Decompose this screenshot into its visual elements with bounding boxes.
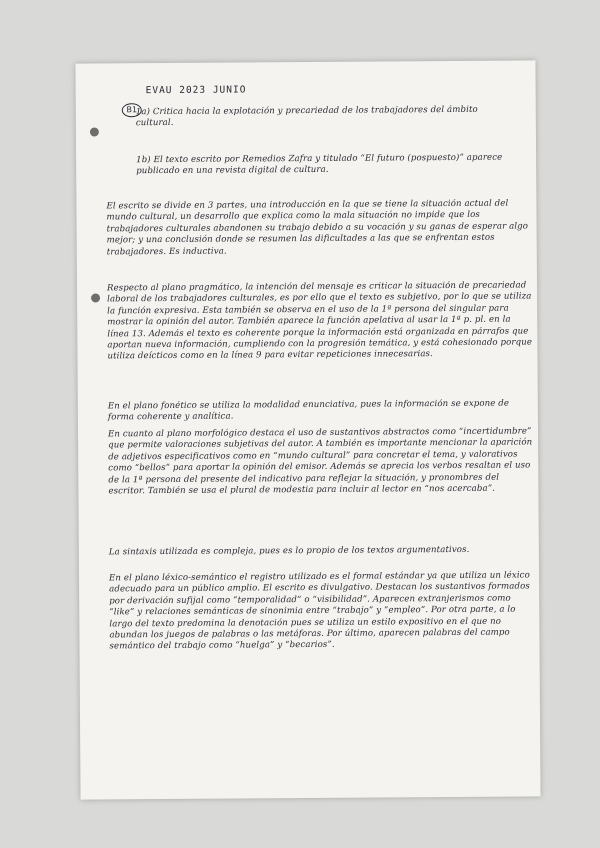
answer-1a: 1a) Critica hacia la explotación y precariedad de los trabajadores del ámbito cultural.: [135, 104, 478, 129]
pragmatic-paragraph: Respecto al plano pragmático, la intención del mensaje es criticar la situación de precariedad laboral de los trabajadores culturales, es por ello que el texto es subjetivo, por lo que se utiliza la función expresiva. Esta también se observa en el uso de la 1ª persona del singular para mostrar la opinión del autor. También aparece la función apelativa al usar la 1ª p. pl. en la línea 13. Además el texto es coherente porque la información está organizada en párrafos que aportan nueva información, cumpliendo con la progresión temática, y está cohesionado porque utiliza deícticos como en la línea 9 para evitar repeticiones innecesarias.: [106, 280, 533, 362]
punch-hole: [90, 127, 99, 136]
exam-header: EVAU 2023 JUNIO: [145, 84, 247, 97]
structure-paragraph: El escrito se divide en 3 partes, una introducción en la que se tiene la situación actual del mundo cultural, un desarrollo que explica como la mala situación no impide que los trabajadores culturales abandonen su trabajo debido a su vocación y su ganas de esperar algo mejor; y una conclusión donde se resumen las dificultades a las que se enfrentan estos trabajadores. Es inductiva.: [106, 198, 529, 258]
exam-sheet: [75, 60, 540, 799]
phonetic-paragraph: En el plano fonético se utiliza la modalidad enunciativa, pues la información se expone de forma coherente y analítica.: [107, 398, 510, 423]
lexical-paragraph: En el plano léxico-semántico el registro utilizado es el formal estándar ya que utiliza un léxico adecuado para un público amplio. El escrito es divulgativo. Destacan los sustantivos formados por derivación sufijal como “temporalidad” o “visibilidad”. Aparecen extranjerismos como “like” y relaciones semánticas de sinonimia entre “trabajo” y “empleo”. Por otra parte, a lo largo del texto predomina la denotación pues se utiliza un estilo expositivo en el que no abundan los juegos de palabras o las metáforas. Por último, aparecen palabras del campo semántico del trabajo como “huelga” y “becarios”.: [108, 570, 530, 652]
syntax-paragraph: La sintaxis utilizada es compleja, pues es lo propio de los textos argumentativos.: [108, 544, 470, 558]
punch-hole: [91, 293, 100, 302]
answer-1b-intro: 1b) El texto escrito por Remedios Zafra y titulado “El futuro (pospuesto)” aparece publicado en una revista digital de cultura.: [136, 152, 503, 177]
question-number: B1: [122, 103, 142, 117]
morphological-paragraph: En cuanto al plano morfológico destaca el uso de sustantivos abstractos como “incertidumbre” que permite valoraciones subjetivas del autor. A también es importante mencionar la aparición de adjetivos especificativos como en “mundo cultural” para concretar el tema, y valorativos como “bellos” para aportar la opinión del emisor. Además se aprecia los verbos resaltan el uso de la 1ª persona del presente del indicativo para reflejar la situación, y pronombres del escritor. También se usa el plural de modestia para incluir al lector en “nos acercaba”.: [107, 426, 533, 497]
